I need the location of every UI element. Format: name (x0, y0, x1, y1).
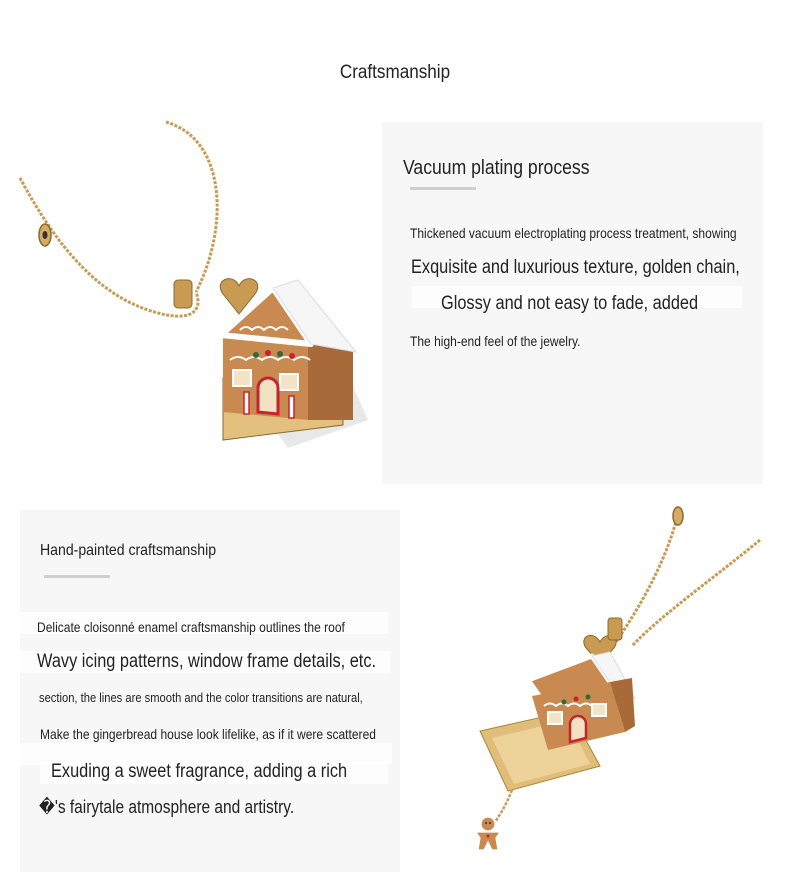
page-title: Craftsmanship (339, 62, 451, 83)
hand-painted-heading: Hand-painted craftsmanship (40, 542, 217, 559)
text-line: Thickened vacuum electroplating process treatment, showing (410, 225, 737, 241)
text-line: Delicate cloisonné enamel craftsmanship outlines the roof (37, 619, 345, 635)
pendant-open-box-image (420, 506, 770, 866)
heading-underline (410, 187, 476, 190)
text-line: Exuding a sweet fragrance, adding a rich (51, 761, 348, 782)
text-line: The high-end feel of the jewelry. (410, 333, 581, 349)
text-line: Wavy icing patterns, window frame details, etc. (37, 651, 377, 672)
text-line: Exquisite and luxurious texture, golden chain, (411, 257, 740, 278)
vacuum-plating-heading: Vacuum plating process (403, 157, 590, 179)
text-line: Make the gingerbread house look lifelike, as if it were scattered (40, 726, 376, 742)
hand-painted-panel (20, 510, 400, 872)
heading-underline (44, 575, 110, 578)
pendant-necklace-image (18, 120, 383, 465)
text-line: section, the lines are smooth and the color transitions are natural, (39, 690, 363, 705)
text-line: Glossy and not easy to fade, added (441, 293, 699, 314)
text-line: �'s fairytale atmosphere and artistry. (39, 797, 295, 817)
vacuum-plating-panel (382, 122, 763, 484)
